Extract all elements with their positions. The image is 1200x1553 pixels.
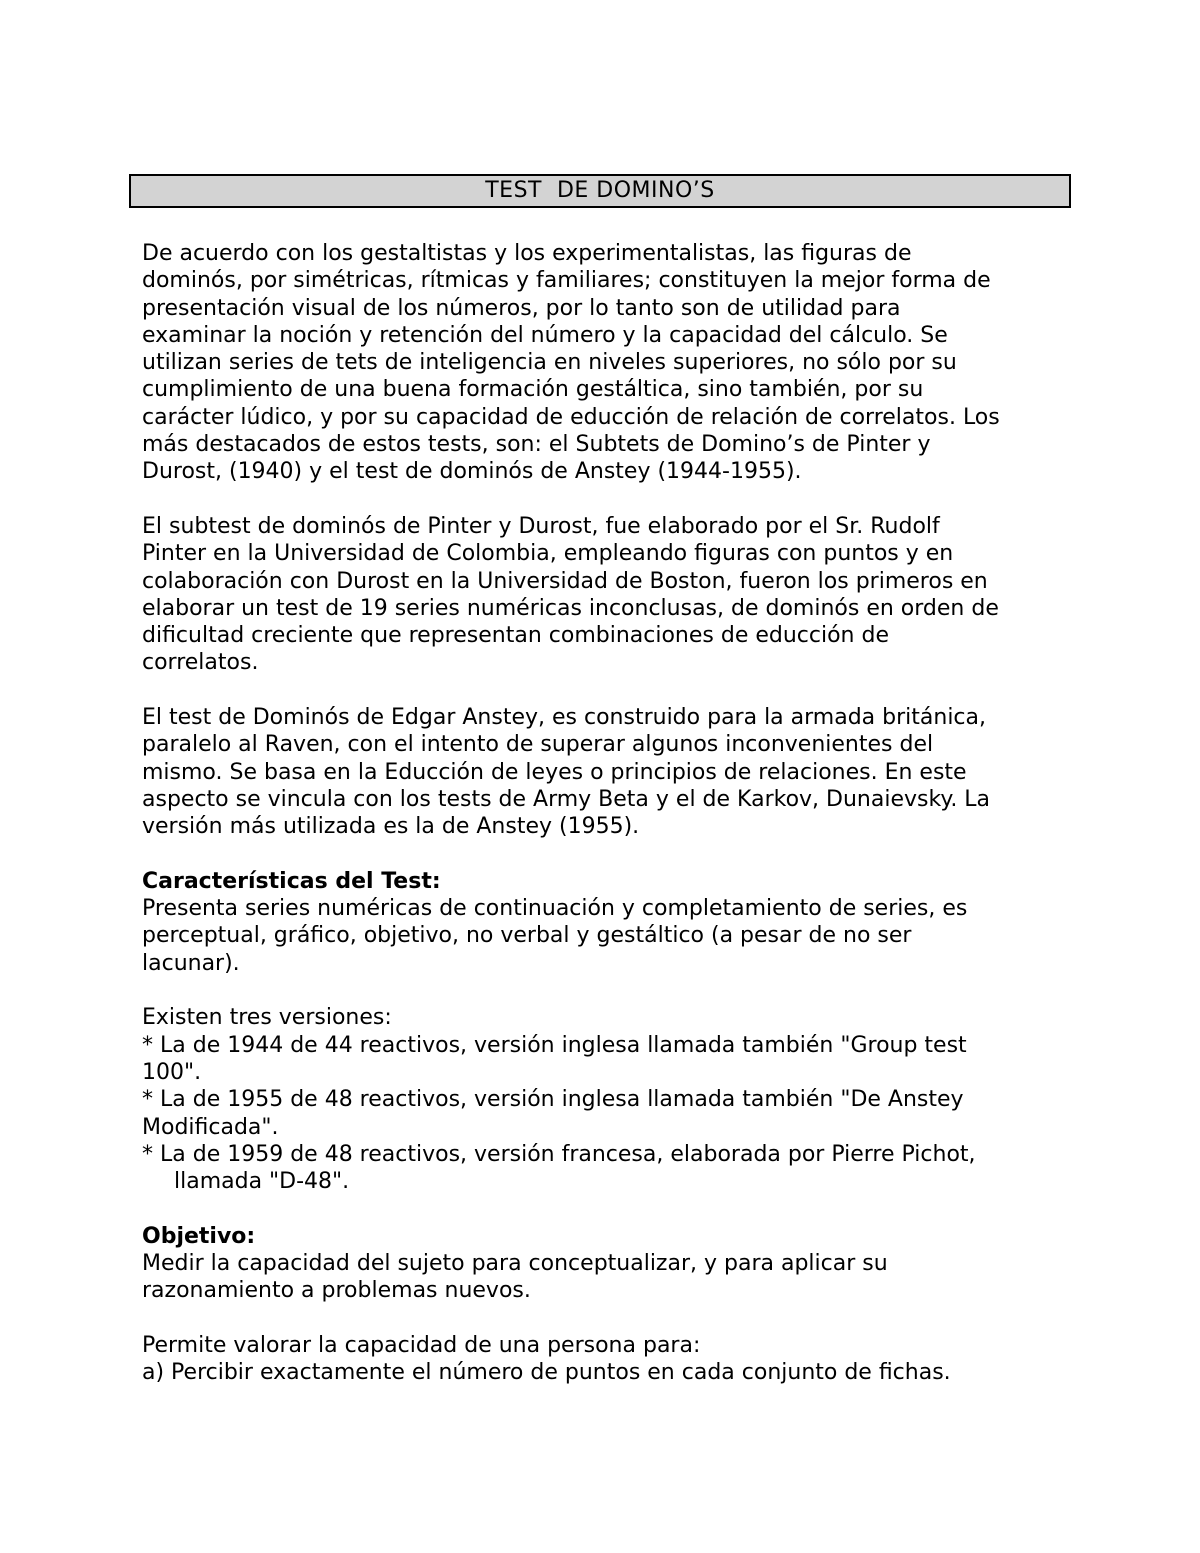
objetivo-section xyxy=(142,1223,1072,1305)
list-item-continuation: Modificada". xyxy=(142,1114,279,1140)
text-line: carácter lúdico, y por su capacidad de educción de relación de correlatos. Los xyxy=(142,404,1000,430)
text-line: colaboración con Durost en la Universidad de Boston, fueron los primeros en xyxy=(142,568,988,594)
text-line: examinar la noción y retención del número y la capacidad del cálculo. Se xyxy=(142,322,948,348)
caracteristicas-section xyxy=(142,868,1072,977)
text-line: El subtest de dominós de Pinter y Durost, fue elaborado por el Sr. Rudolf xyxy=(142,513,940,539)
text-line: paralelo al Raven, con el intento de superar algunos inconvenientes del xyxy=(142,732,934,758)
text-line: más destacados de estos tests, son: el Subtets de Domino’s de Pinter y xyxy=(142,432,931,458)
list-item: * La de 1959 de 48 reactivos, versión francesa, elaborada por Pierre Pichot, xyxy=(142,1141,976,1167)
text-line: Medir la capacidad del sujeto para conceptualizar, y para aplicar su xyxy=(142,1250,888,1276)
text-line: utilizan series de tets de inteligencia en niveles superiores, no sólo por su xyxy=(142,350,957,376)
list-item: * La de 1944 de 44 reactivos, versión inglesa llamada también "Group test xyxy=(142,1032,967,1058)
text-line: Presenta series numéricas de continuación y completamiento de series, es xyxy=(142,896,968,922)
text-line: perceptual, gráfico, objetivo, no verbal y gestáltico (a pesar de no ser xyxy=(142,923,912,949)
text-line: Durost, (1940) y el test de dominós de Anstey (1944-1955). xyxy=(142,459,802,485)
text-line: elaborar un test de 19 series numéricas inconclusas, de dominós en orden de xyxy=(142,595,999,621)
document-body xyxy=(142,240,1072,1386)
text-line: cumplimiento de una buena formación gestáltica, sino también, por su xyxy=(142,377,924,403)
section-heading: Objetivo: xyxy=(142,1223,256,1249)
text-line: lacunar). xyxy=(142,950,240,976)
list-item: a) Percibir exactamente el número de puntos en cada conjunto de fichas. xyxy=(142,1360,951,1386)
list-item-continuation: llamada "D-48". xyxy=(174,1169,350,1195)
text-line: Existen tres versiones: xyxy=(142,1005,392,1031)
list-item: * La de 1955 de 48 reactivos, versión inglesa llamada también "De Anstey xyxy=(142,1087,964,1113)
text-line: mismo. Se basa en la Educción de leyes o principios de relaciones. En este xyxy=(142,759,967,785)
text-line: presentación visual de los números, por lo tanto son de utilidad para xyxy=(142,295,901,321)
text-line: aspecto se vincula con los tests de Army Beta y el de Karkov, Dunaievsky. La xyxy=(142,786,991,812)
anstey-paragraph xyxy=(142,704,1072,840)
text-line: correlatos. xyxy=(142,650,259,676)
text-line: De acuerdo con los gestaltistas y los experimentalistas, las figuras de xyxy=(142,241,912,266)
text-line: dominós, por simétricas, rítmicas y familiares; constituyen la mejor forma de xyxy=(142,268,991,294)
text-line: El test de Dominós de Edgar Anstey, es construido para la armada británica, xyxy=(142,705,987,731)
text-line: dificultad creciente que representan combinaciones de educción de xyxy=(142,623,889,649)
document-title: TEST DE DOMINO’S xyxy=(129,174,1071,208)
permite-section xyxy=(142,1332,1072,1387)
text-line: razonamiento a problemas nuevos. xyxy=(142,1278,531,1304)
text-line: Pinter en la Universidad de Colombia, empleando figuras con puntos y en xyxy=(142,541,954,567)
text-line: Permite valorar la capacidad de una persona para: xyxy=(142,1332,701,1358)
text-line: versión más utilizada es la de Anstey (1955). xyxy=(142,814,640,840)
pinter-paragraph xyxy=(142,513,1072,677)
versiones-section xyxy=(142,1004,1072,1195)
section-heading: Características del Test: xyxy=(142,868,441,894)
intro-paragraph xyxy=(142,240,1072,486)
list-item-continuation: 100". xyxy=(142,1059,202,1085)
